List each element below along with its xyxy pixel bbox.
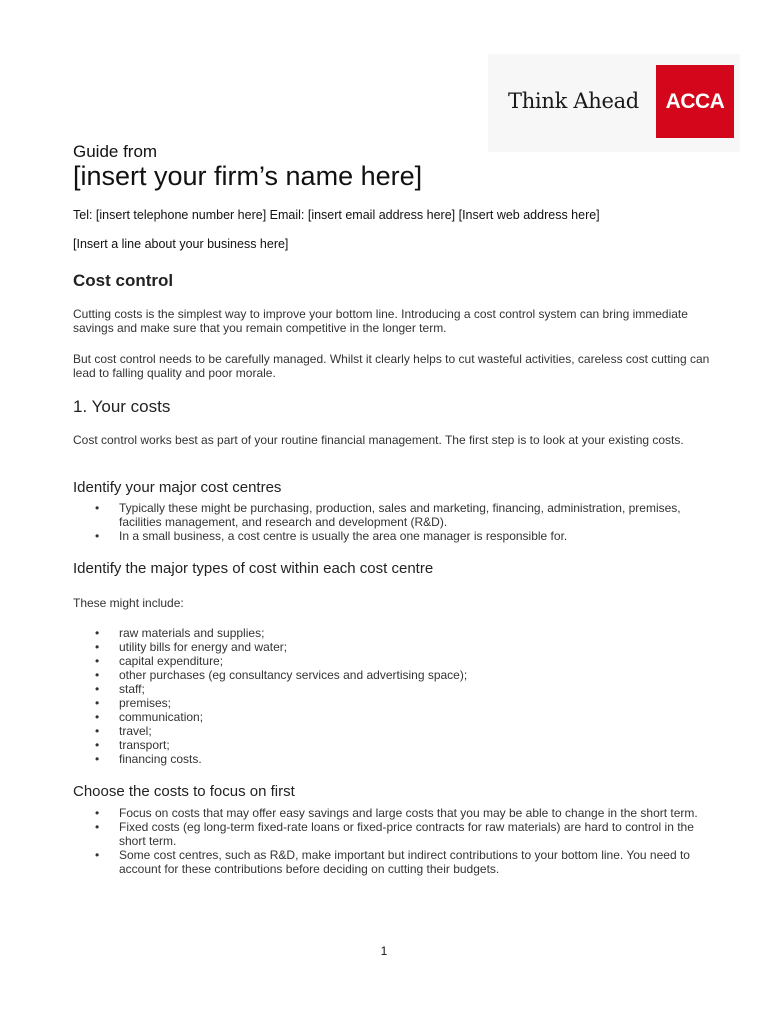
subheading-cost-types: Identify the major types of cost within each cost centre: [73, 560, 434, 577]
list-item: • Some cost centres, such as R&D, make important but indirect contributions to your bottom line. You need to account for these contributions before deciding on cutting their budgets.: [95, 848, 715, 876]
bullet-list-cost-types: [95, 626, 715, 766]
acca-logo-mark: ACCA: [656, 65, 734, 138]
logo-tagline: Think Ahead: [508, 89, 639, 113]
section-heading-your-costs: 1. Your costs: [73, 397, 171, 416]
list-item: • In a small business, a cost centre is usually the area one manager is responsible for.: [95, 529, 715, 543]
list-item: • travel;: [95, 724, 715, 738]
list-item: • other purchases (eg consultancy services and advertising space);: [95, 668, 715, 682]
list-item: • utility bills for energy and water;: [95, 640, 715, 654]
list-item: • staff;: [95, 682, 715, 696]
bullet-list-focus-costs: [95, 806, 715, 876]
subheading-cost-centres: Identify your major cost centres: [73, 479, 282, 496]
list-item: • premises;: [95, 696, 715, 710]
list-item: • raw materials and supplies;: [95, 626, 715, 640]
list-item: • Typically these might be purchasing, production, sales and marketing, financing, administration, premises, facilities management, and research and development (R&D).: [95, 501, 715, 529]
firm-name-title: [insert your firm’s name here]: [73, 161, 423, 191]
section-paragraph: Cost control works best as part of your routine financial management. The first step is to look at your existing costs.: [73, 433, 684, 447]
intro-paragraph: But cost control needs to be carefully managed. Whilst it clearly helps to cut wasteful activities, careless cost cutting can lead to falling quality and poor morale.: [73, 352, 710, 380]
cost-control-heading: Cost control: [73, 271, 174, 290]
business-line: [Insert a line about your business here]: [73, 237, 289, 251]
list-item: • financing costs.: [95, 752, 715, 766]
list-item: • Focus on costs that may offer easy savings and large costs that you may be able to change in the short term.: [95, 806, 715, 820]
list-item: • Fixed costs (eg long-term fixed-rate loans or fixed-price contracts for raw materials) are hard to control in the short term.: [95, 820, 715, 848]
cost-types-intro: These might include:: [73, 596, 184, 610]
list-item: • transport;: [95, 738, 715, 752]
intro-paragraph: Cutting costs is the simplest way to improve your bottom line. Introducing a cost control system can bring immediate savings and make sure that you remain competitive in the longer term.: [73, 307, 688, 335]
bullet-list-cost-centres: [95, 501, 715, 543]
contact-line: Tel: [insert telephone number here] Email: [insert email address here] [Insert web address here]: [73, 208, 600, 222]
subheading-focus-costs: Choose the costs to focus on first: [73, 783, 295, 800]
page-number: 1: [380, 944, 388, 958]
guide-from-label: Guide from: [73, 142, 158, 161]
list-item: • communication;: [95, 710, 715, 724]
list-item: • capital expenditure;: [95, 654, 715, 668]
